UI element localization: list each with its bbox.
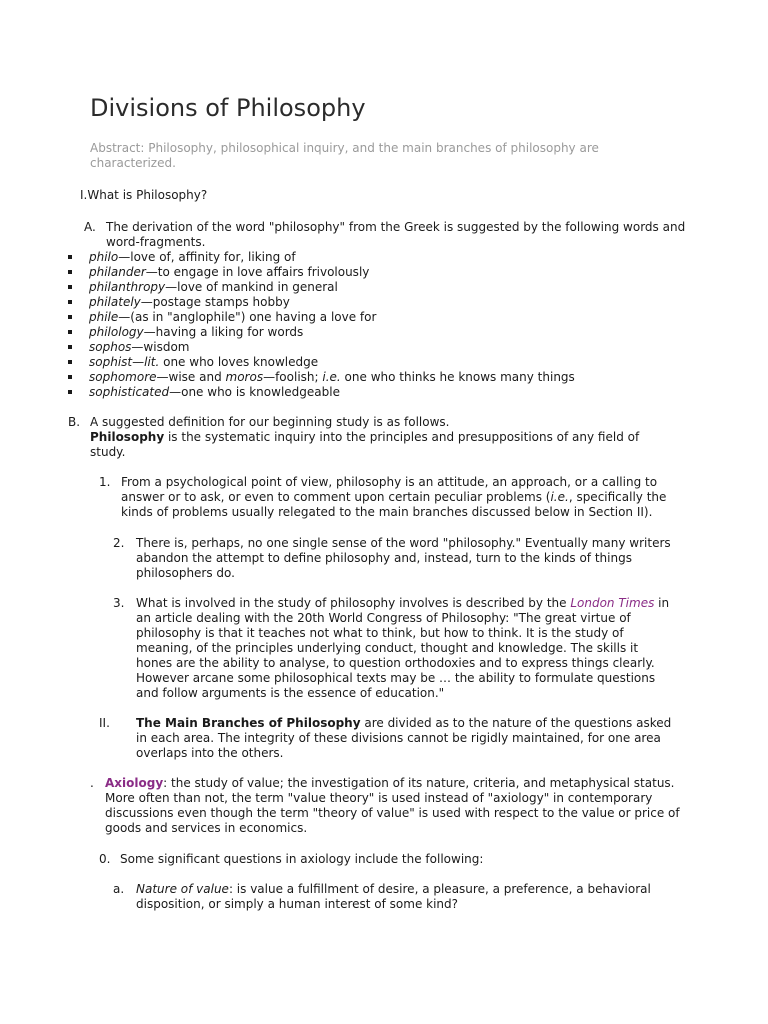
list-label: 3. — [113, 596, 125, 610]
term: philanthropy — [89, 280, 166, 294]
section-heading: The Main Branches of Philosophy — [136, 716, 361, 730]
word-fragment-list — [68, 250, 575, 400]
term: philately — [89, 295, 141, 309]
list-label: B. — [68, 415, 81, 429]
list-item: philo—love of, affinity for, liking of — [68, 250, 575, 265]
list-label: . — [90, 776, 94, 790]
list-label: a. — [113, 882, 125, 896]
list-item: philanthropy—love of mankind in general — [68, 280, 575, 295]
list-label: 2. — [113, 536, 125, 550]
term: philology — [89, 325, 144, 339]
list-label: 0. — [99, 852, 111, 866]
list-item: phile—(as in "anglophile") one having a love for — [68, 310, 575, 325]
list-label: 1. — [99, 475, 111, 489]
term: sophomore — [89, 370, 157, 384]
list-item: sophomore—wise and moros—foolish; i.e. one who thinks he knows many things — [68, 370, 575, 385]
term: philander — [89, 265, 146, 279]
axiology-term: Axiology — [105, 776, 164, 790]
term: sophisticated — [89, 385, 170, 399]
page-title: Divisions of Philosophy — [90, 94, 366, 122]
abstract: Abstract: Philosophy, philosophical inquiry, and the main branches of philosophy are characterized. — [90, 141, 599, 170]
list-item: sophos—wisdom — [68, 340, 575, 355]
list-item: philander—to engage in love affairs frivolously — [68, 265, 575, 280]
list-label: II. — [99, 716, 110, 730]
definition-term: Philosophy — [90, 430, 165, 444]
list-item: sophist—lit. one who loves knowledge — [68, 355, 575, 370]
list-label: A. — [84, 220, 96, 234]
section-heading-what-is-philosophy: I.What is Philosophy? — [80, 188, 208, 202]
list-item: sophisticated—one who is knowledgeable — [68, 385, 575, 400]
term: phile — [89, 310, 119, 324]
list-item: philology—having a liking for words — [68, 325, 575, 340]
term: sophist — [89, 355, 133, 369]
list-item: philately—postage stamps hobby — [68, 295, 575, 310]
term: philo — [89, 250, 119, 264]
london-times-link[interactable]: London Times — [570, 596, 655, 610]
definition-text: A suggested definition for our beginning study is as follows. Philosophy is the systematic inquiry into the principles and presuppositions of any field of study. — [90, 415, 640, 459]
term: sophos — [89, 340, 132, 354]
list-item-text: The derivation of the word "philosophy" from the Greek is suggested by the following words and word-fragments. — [106, 220, 686, 249]
